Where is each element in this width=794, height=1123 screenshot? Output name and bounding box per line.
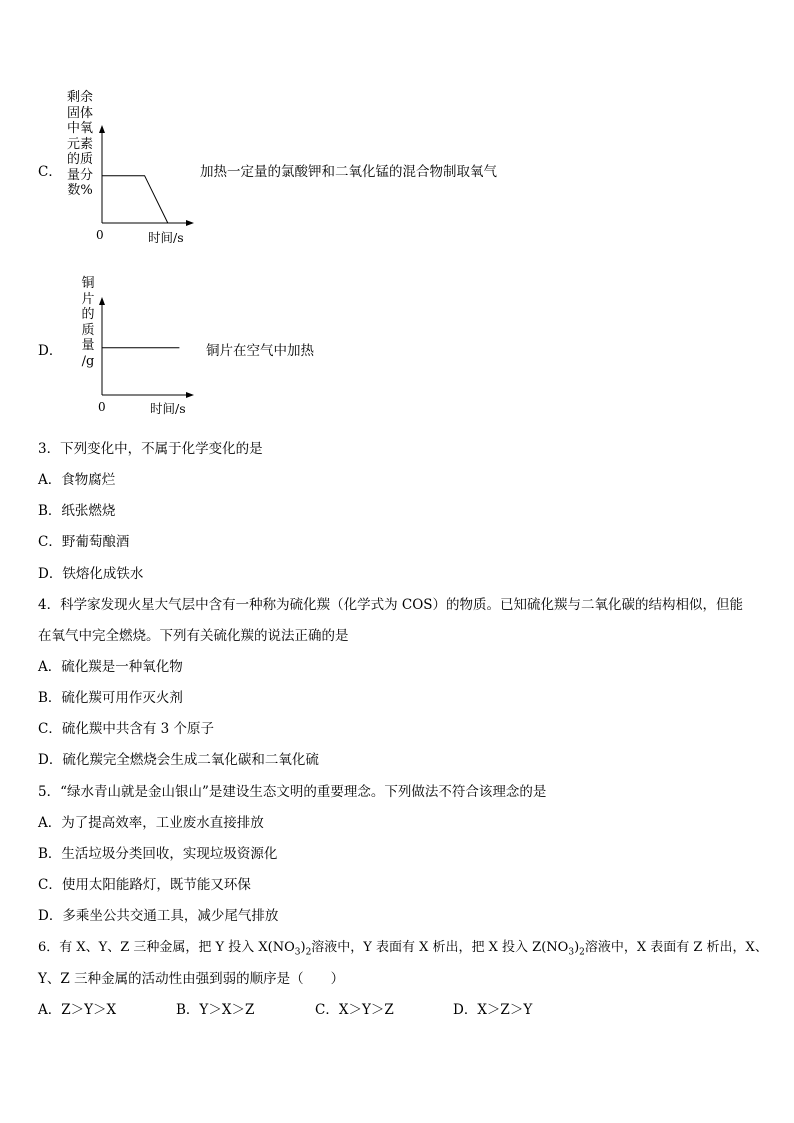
question-6-stem-part: 6．有 X、Y、Z 三种金属，把 Y 投入 X(NO xyxy=(38,940,295,955)
question-6-stem-part: ) xyxy=(300,940,306,955)
question-3-stem: 3．下列变化中，不属于化学变化的是 xyxy=(38,441,263,457)
question-5-option-b: B．生活垃圾分类回收，实现垃圾资源化 xyxy=(38,846,278,862)
chart-c-ylabel-line: 量分 xyxy=(66,167,93,183)
chart-c-y-arrow xyxy=(99,125,105,133)
option-d-letter: D． xyxy=(38,343,63,359)
chart-c-ylabel-line: 元素 xyxy=(66,136,93,152)
question-6-option-c: C．X＞Y＞Z xyxy=(315,1002,394,1018)
chart-c-ylabel-line: 固体 xyxy=(66,105,93,121)
question-6-stem-part: ) xyxy=(574,940,580,955)
question-6-option-d: D．X＞Z＞Y xyxy=(453,1002,533,1018)
chart-c-origin: 0 xyxy=(96,228,104,242)
chart-c-ylabel-line: 中氧 xyxy=(66,121,93,136)
chart-d-caption: 铜片在空气中加热 xyxy=(206,343,314,359)
chart-c-ylabel-line: 剩余 xyxy=(66,90,93,105)
question-6-subscript: 3 xyxy=(568,947,575,958)
question-4-option-c: C．硫化羰中共含有 3 个原子 xyxy=(38,721,215,737)
question-5-option-a: A．为了提高效率，工业废水直接排放 xyxy=(38,815,264,831)
question-4-stem-line2: 在氧气中完全燃烧。下列有关硫化羰的说法正确的是 xyxy=(38,628,349,644)
chart-c-caption: 加热一定量的氯酸钾和二氧化锰的混合物制取氧气 xyxy=(200,164,497,180)
question-6-stem-line1 xyxy=(38,936,768,958)
chart-c-ylabel-line: 数% xyxy=(67,183,93,198)
chart-d-ylabel-line: 的 xyxy=(81,307,95,322)
chart-d-ylabel-line: 片 xyxy=(81,291,95,307)
chart-c xyxy=(96,125,196,225)
question-3-option-c: C．野葡萄酿酒 xyxy=(38,534,130,550)
question-5-option-c: C．使用太阳能路灯，既节能又环保 xyxy=(38,877,251,893)
chart-c-x-arrow xyxy=(186,220,194,226)
question-5-option-d: D．多乘坐公共交通工具，减少尾气排放 xyxy=(38,908,279,924)
question-3-option-b: B．纸张燃烧 xyxy=(38,503,116,519)
question-3-option-d: D．铁熔化成铁水 xyxy=(38,566,144,582)
question-6-stem-line2: Y、Z 三种金属的活动性由强到弱的顺序是（ ） xyxy=(38,971,345,987)
question-6-subscript: 2 xyxy=(579,947,585,958)
chart-d-ylabel-line: 量 xyxy=(81,338,95,353)
chart-c-series-line xyxy=(102,176,168,223)
chart-c-ylabel xyxy=(60,90,100,199)
question-4-option-a: A．硫化羰是一种氧化物 xyxy=(38,659,183,675)
chart-c-ylabel-line: 的质 xyxy=(66,152,93,167)
chart-d-x-arrow xyxy=(186,392,194,398)
chart-d-y-arrow xyxy=(99,297,105,305)
chart-c-xlabel: 时间/s xyxy=(148,230,184,245)
option-c-letter: C． xyxy=(38,164,62,180)
chart-d-origin: 0 xyxy=(98,400,106,414)
question-4-option-d: D．硫化羰完全燃烧会生成二氧化碳和二氧化硫 xyxy=(38,752,319,768)
question-4-option-b: B．硫化羰可用作灭火剂 xyxy=(38,690,183,706)
chart-d-xlabel: 时间/s xyxy=(150,401,186,416)
question-6-option-b: B．Y＞X＞Z xyxy=(176,1002,255,1018)
question-3-option-a: A．食物腐烂 xyxy=(38,472,116,488)
question-6-stem-part: 溶液中，X 表面有 Z 析出，X、 xyxy=(584,940,768,955)
chart-d-ylabel-line: 质 xyxy=(81,322,95,338)
chart-d-ylabel-line: 铜 xyxy=(81,276,95,291)
question-6-subscript: 3 xyxy=(294,947,301,958)
question-5-stem: 5．“绿水青山就是金山银山”是建设生态文明的重要理念。下列做法不符合该理念的是 xyxy=(38,784,547,800)
question-6-stem-part: 溶液中，Y 表面有 X 析出，把 X 投入 Z(NO xyxy=(311,940,569,955)
chart-d-ylabel-line: /g xyxy=(81,353,95,369)
chart-d xyxy=(96,297,196,397)
question-6-subscript: 2 xyxy=(305,947,312,958)
question-4-stem-line1: 4．科学家发现火星大气层中含有一种称为硫化羰（化学式为 COS）的物质。已知硫化羰与二氧化碳的结构相似，但能 xyxy=(38,597,744,613)
question-6-option-a: A．Z＞Y＞X xyxy=(38,1002,117,1018)
